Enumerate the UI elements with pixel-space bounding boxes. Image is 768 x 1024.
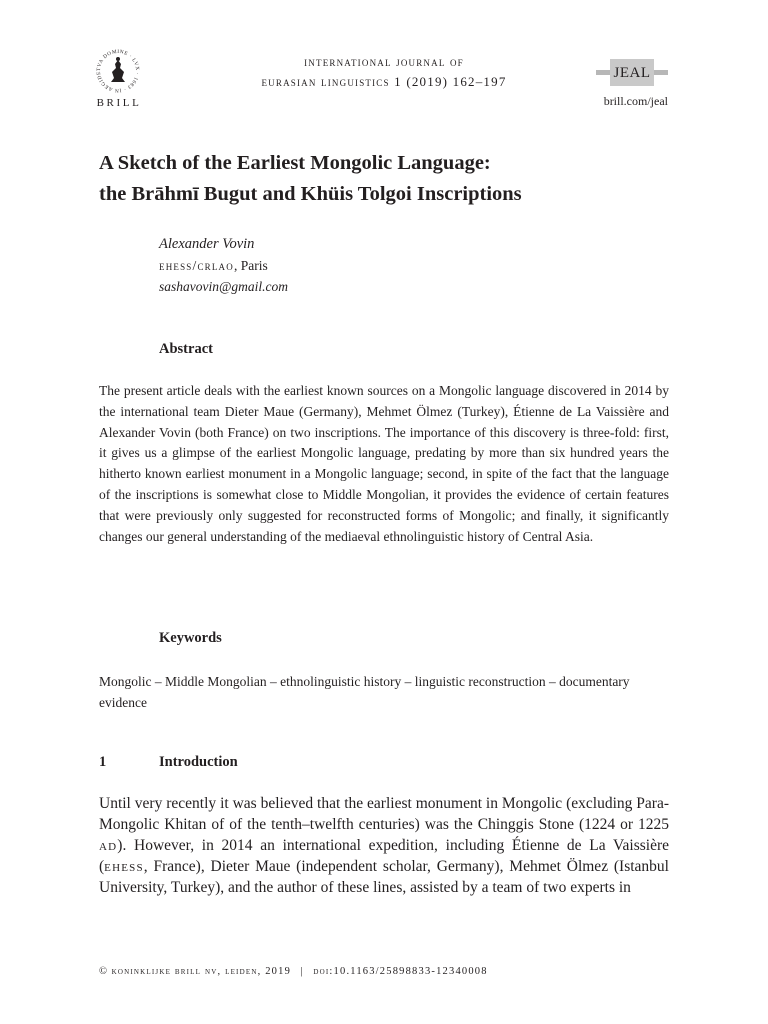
- affiliation-city: , Paris: [233, 258, 268, 273]
- title-line-1: A Sketch of the Earliest Mongolic Language:: [99, 152, 491, 174]
- intro-org: ehess: [104, 857, 144, 875]
- abstract-heading: Abstract: [159, 341, 213, 357]
- abstract-text: The present article deals with the earliest known sources on a Mongolic language discovered in 2014 by the international team Dieter Maue (Germany), Mehmet Ölmez (Turkey), Étienne de La Vaissière and Alexander Vovin (both France) on two inscriptions. The importance of this discovery is three-fold: first, it gives us a glimpse of the earliest Mongolic language, predating by more than six hundred years the hitherto known earliest monument in a Mongolic language; second, in spite of the fact that the language of the inscriptions is somewhat close to Middle Mongolian, it provides the evidence of certain features that were previously only suggested for reconstructed forms of Mongolic; and finally, it significantly changes our general understanding of the mediaeval ethnolinguistic history of Central Asia.: [99, 383, 669, 544]
- intro-text-part: Until very recently it was believed that the earliest monument in Mongolic (excluding Para-Mongolic Khitan of of the tenth–twelfth centuries) was the Chinggis Stone (1224 or 1225: [99, 795, 669, 833]
- journal-abbrev: JEAL: [610, 59, 654, 86]
- brill-logo: [94, 48, 142, 94]
- keywords-text: Mongolic – Middle Mongolian – ethnolinguistic history – linguistic reconstruction – documentary evidence: [99, 674, 630, 710]
- doi-text[interactable]: doi:10.1163/25898833-12340008: [313, 966, 488, 977]
- intro-era: ad: [99, 836, 118, 854]
- journal-title-line: international journal of: [304, 54, 464, 69]
- intro-text-part: , France), Dieter Maue (independent scholar, Germany), Mehmet Ölmez (Istanbul University, Turkey), and the author of these lines, assisted by a team of two experts in: [99, 857, 669, 896]
- journal-header: [200, 52, 568, 92]
- copyright-text: koninklijke brill nv, leiden, 2019: [111, 966, 292, 977]
- introduction-paragraph: [99, 794, 669, 899]
- journal-volume-line: eurasian linguistics 1 (2019) 162–197: [261, 74, 507, 89]
- author-name: Alexander Vovin: [159, 236, 255, 252]
- page-footer: [99, 966, 488, 977]
- brill-seal-icon: [95, 48, 141, 94]
- footer-separator: |: [300, 966, 304, 977]
- intro-text-part: ). However, in 2014 an international expedition, including Étienne de La Vaissière (: [99, 836, 669, 875]
- svg-text:TVA DOMINE · LVX · 1683 · IN A: TVA DOMINE · LVX · 1683 · IN AEGIDE: [95, 48, 141, 94]
- section-number: 1: [99, 754, 107, 770]
- author-email[interactable]: sashavovin@gmail.com: [159, 279, 289, 294]
- introduction-heading: Introduction: [159, 754, 238, 770]
- journal-url[interactable]: brill.com/jeal: [603, 94, 668, 108]
- copyright-symbol: ©: [99, 966, 108, 977]
- keywords-heading: Keywords: [159, 630, 222, 646]
- title-line-2: the Brāhmī Bugut and Khüis Tolgoi Inscriptions: [99, 183, 522, 205]
- journal-badge: [596, 59, 668, 86]
- author-affiliation: [159, 258, 268, 274]
- publisher-name: BRILL: [96, 97, 142, 109]
- article-title: [99, 148, 679, 210]
- affiliation-org: ehess/crlao: [159, 258, 234, 273]
